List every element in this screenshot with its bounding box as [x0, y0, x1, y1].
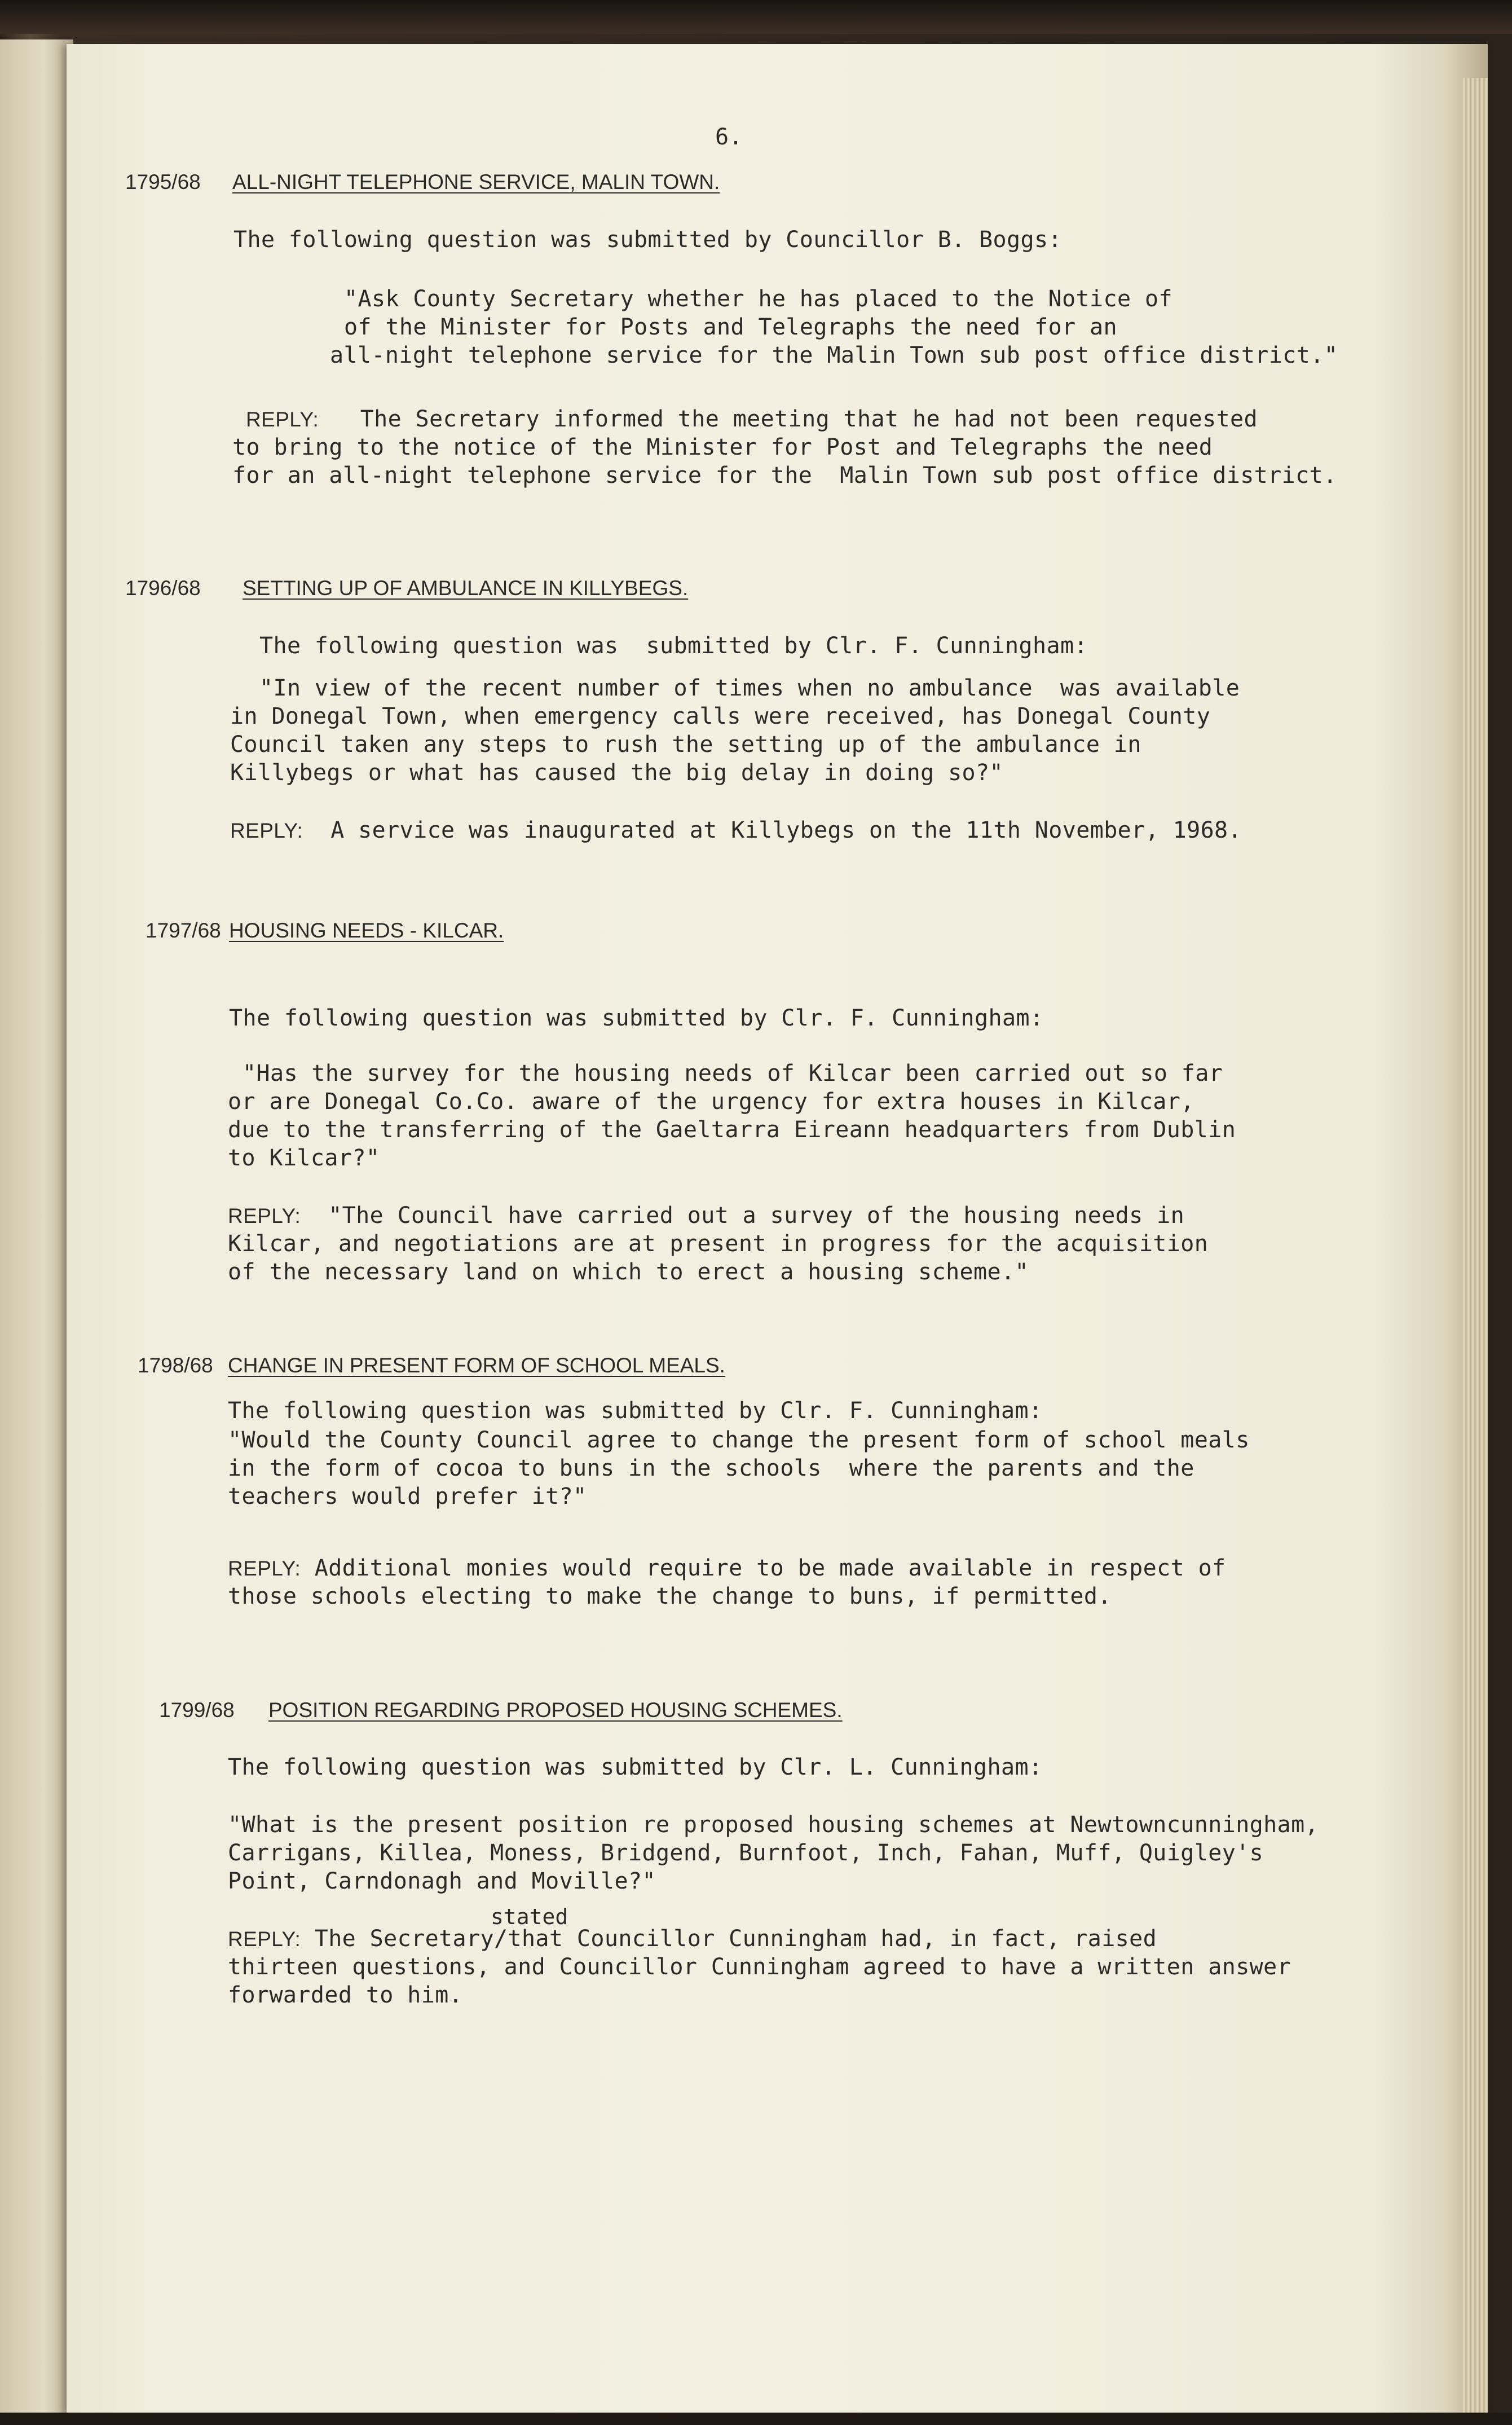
item-heading: ALL-NIGHT TELEPHONE SERVICE, MALIN TOWN. [232, 170, 720, 193]
reply-line: of the necessary land on which to erect a housing scheme." [228, 1259, 1029, 1285]
item-ref: 1795/68 [125, 170, 201, 193]
question-intro: The following question was submitted by Clr. F. Cunningham: [229, 1005, 1044, 1031]
question-line: in the form of cocoa to buns in the schools where the parents and the [228, 1455, 1194, 1481]
item-heading: HOUSING NEEDS - KILCAR. [229, 919, 504, 942]
reply-text: The Secretary informed the meeting that he had not been requested [360, 406, 1258, 432]
reply-label: REPLY: [228, 1204, 301, 1227]
reply-line [230, 816, 1242, 845]
question-line: Killybegs or what has caused the big delay in doing so?" [230, 760, 1003, 786]
reply-line [228, 1202, 1184, 1230]
question-line: due to the transferring of the Gaeltarra Eireann headquarters from Dublin [228, 1117, 1236, 1143]
reply-line [228, 1925, 1157, 1953]
reply-line: for an all-night telephone service for the Malin Town sub post office district. [232, 463, 1337, 488]
question-line: teachers would prefer it?" [228, 1484, 587, 1509]
reply-text: Additional monies would require to be made available in respect of [314, 1555, 1226, 1581]
item-ref: 1798/68 [138, 1354, 213, 1377]
handwritten-insert: stated [491, 1904, 568, 1929]
page-stack-edge [1462, 78, 1488, 2425]
reply-text: A service was inaugurated at Killybegs on the 11th November, 1968. [330, 817, 1242, 843]
item-heading: POSITION REGARDING PROPOSED HOUSING SCHEMES. [268, 1698, 843, 1722]
question-line: or are Donegal Co.Co. aware of the urgency for extra houses in Kilcar, [228, 1089, 1194, 1115]
page-number: 6. [715, 124, 743, 150]
question-line: "In view of the recent number of times when no ambulance was available [259, 675, 1240, 701]
item-heading: SETTING UP OF AMBULANCE IN KILLYBEGS. [243, 576, 689, 600]
reply-label: REPLY: [230, 819, 303, 842]
reply-line: thirteen questions, and Councillor Cunningham agreed to have a written answer [228, 1954, 1291, 1980]
question-line: Carrigans, Killea, Moness, Bridgend, Burnfoot, Inch, Fahan, Muff, Quigley's [228, 1840, 1264, 1866]
reply-label: REPLY: [228, 1557, 301, 1580]
reply-line: forwarded to him. [228, 1982, 463, 2008]
reply-label: REPLY: [246, 408, 319, 431]
question-line: all-night telephone service for the Malin Town sub post office district." [330, 342, 1338, 368]
question-intro: The following question was submitted by Clr. F. Cunningham: [228, 1398, 1043, 1424]
item-heading: CHANGE IN PRESENT FORM OF SCHOOL MEALS. [228, 1354, 725, 1377]
question-line: in Donegal Town, when emergency calls were received, has Donegal County [230, 703, 1211, 729]
question-line: "Ask County Secretary whether he has placed to the Notice of [344, 286, 1172, 312]
question-intro: The following question was submitted by Clr. L. Cunningham: [228, 1754, 1043, 1780]
question-intro: The following question was submitted by Councillor B. Boggs: [233, 227, 1062, 253]
question-line: of the Minister for Posts and Telegraphs the need for an [344, 314, 1117, 340]
question-line: Point, Carndonagh and Moville?" [228, 1868, 656, 1894]
reply-label: REPLY: [228, 1927, 301, 1951]
question-line: "Would the County Council agree to change the present form of school meals [228, 1427, 1250, 1453]
reply-line [228, 1554, 1226, 1583]
question-intro: The following question was submitted by Clr. F. Cunningham: [259, 633, 1088, 659]
item-ref: 1797/68 [146, 919, 221, 942]
question-line: to Kilcar?" [228, 1145, 380, 1171]
previous-page-edge [0, 39, 73, 2425]
item-ref: 1796/68 [125, 576, 201, 600]
reply-text: "The Council have carried out a survey of the housing needs in [328, 1203, 1185, 1229]
question-line: Council taken any steps to rush the setting up of the ambulance in [230, 732, 1141, 758]
reply-line: to bring to the notice of the Minister for Post and Telegraphs the need [232, 434, 1213, 460]
scanner-top-edge [0, 0, 1512, 34]
item-ref: 1799/68 [159, 1698, 235, 1722]
reply-text: The Secretary/that Councillor Cunningham had, in fact, raised [314, 1926, 1157, 1952]
reply-line [246, 405, 1258, 434]
reply-line: those schools electing to make the change to buns, if permitted. [228, 1583, 1112, 1609]
question-line: "What is the present position re proposed housing schemes at Newtowncunningham, [228, 1812, 1319, 1838]
question-line: "Has the survey for the housing needs of Kilcar been carried out so far [243, 1060, 1223, 1086]
scanner-bottom-edge [0, 2413, 1512, 2425]
reply-line: Kilcar, and negotiations are at present in progress for the acquisition [228, 1231, 1209, 1257]
